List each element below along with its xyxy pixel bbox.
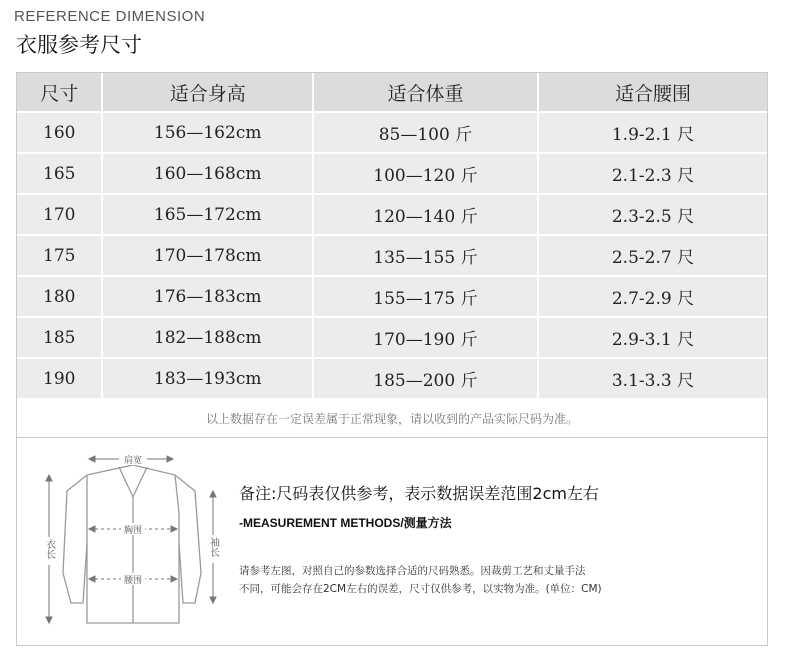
cell-size: 180 bbox=[17, 277, 103, 318]
header-height: 适合身高 bbox=[103, 73, 313, 113]
table-footnote: 以上数据存在一定误差属于正常现象，请以收到的产品实际尺码为准。 bbox=[17, 401, 767, 438]
header-waist: 适合腰围 bbox=[539, 73, 767, 113]
jacket-measurement-diagram bbox=[29, 453, 229, 643]
header-cn-title: 衣服参考尺寸 bbox=[16, 33, 142, 57]
cell-size: 170 bbox=[17, 195, 103, 236]
diagram-label-shoulder: 肩宽 bbox=[123, 456, 143, 466]
cell-weight: 100—120 斤 bbox=[314, 154, 539, 195]
method-text-line-2: 不同，可能会存在2CM左右的误差，尺寸仅供参考，以实物为准。(单位：CM) bbox=[239, 583, 602, 595]
diagram-label-sleeve: 袖长 bbox=[207, 537, 219, 557]
cell-height: 165—172cm bbox=[103, 195, 313, 236]
cell-waist: 1.9-2.1 尺 bbox=[539, 113, 767, 154]
cell-weight: 120—140 斤 bbox=[314, 195, 539, 236]
table-row bbox=[17, 277, 767, 318]
cell-weight: 85—100 斤 bbox=[314, 113, 539, 154]
cell-waist: 2.5-2.7 尺 bbox=[539, 236, 767, 277]
cell-size: 160 bbox=[17, 113, 103, 154]
measurement-methods-title: -MEASUREMENT METHODS/测量方法 bbox=[239, 516, 452, 530]
cell-waist: 2.3-2.5 尺 bbox=[539, 195, 767, 236]
cell-weight: 170—190 斤 bbox=[314, 318, 539, 359]
cell-height: 182—188cm bbox=[103, 318, 313, 359]
table-row bbox=[17, 318, 767, 359]
size-chart bbox=[16, 72, 768, 646]
cell-height: 160—168cm bbox=[103, 154, 313, 195]
diagram-label-waist: 腰围 bbox=[123, 576, 143, 586]
cell-height: 183—193cm bbox=[103, 359, 313, 400]
table-header-row bbox=[17, 73, 767, 113]
header-weight: 适合体重 bbox=[314, 73, 539, 113]
cell-height: 170—178cm bbox=[103, 236, 313, 277]
diagram-label-chest: 胸围 bbox=[123, 526, 143, 536]
header-en-title: REFERENCE DIMENSION bbox=[14, 8, 206, 25]
cell-weight: 185—200 斤 bbox=[314, 359, 539, 400]
table-row bbox=[17, 154, 767, 195]
cell-waist: 2.7-2.9 尺 bbox=[539, 277, 767, 318]
jacket-icon bbox=[29, 453, 229, 643]
cell-size: 185 bbox=[17, 318, 103, 359]
header-size: 尺寸 bbox=[17, 73, 103, 113]
cell-size: 175 bbox=[17, 236, 103, 277]
table-row bbox=[17, 195, 767, 236]
table-row bbox=[17, 359, 767, 400]
table-row bbox=[17, 236, 767, 277]
cell-height: 156—162cm bbox=[103, 113, 313, 154]
table-row bbox=[17, 113, 767, 154]
cell-size: 190 bbox=[17, 359, 103, 400]
cell-waist: 2.9-3.1 尺 bbox=[539, 318, 767, 359]
notes-title: 备注:尺码表仅供参考，表示数据误差范围2cm左右 bbox=[239, 484, 599, 503]
cell-waist: 2.1-2.3 尺 bbox=[539, 154, 767, 195]
cell-height: 176—183cm bbox=[103, 277, 313, 318]
cell-waist: 3.1-3.3 尺 bbox=[539, 359, 767, 400]
cell-size: 165 bbox=[17, 154, 103, 195]
size-table bbox=[17, 73, 767, 400]
diagram-label-length-1: 衣长 bbox=[43, 539, 55, 559]
method-text-line-1: 请参考左图，对照自己的参数选择合适的尺码熟悉。因裁剪工艺和丈量手法 bbox=[239, 565, 586, 577]
cell-weight: 135—155 斤 bbox=[314, 236, 539, 277]
cell-weight: 155—175 斤 bbox=[314, 277, 539, 318]
